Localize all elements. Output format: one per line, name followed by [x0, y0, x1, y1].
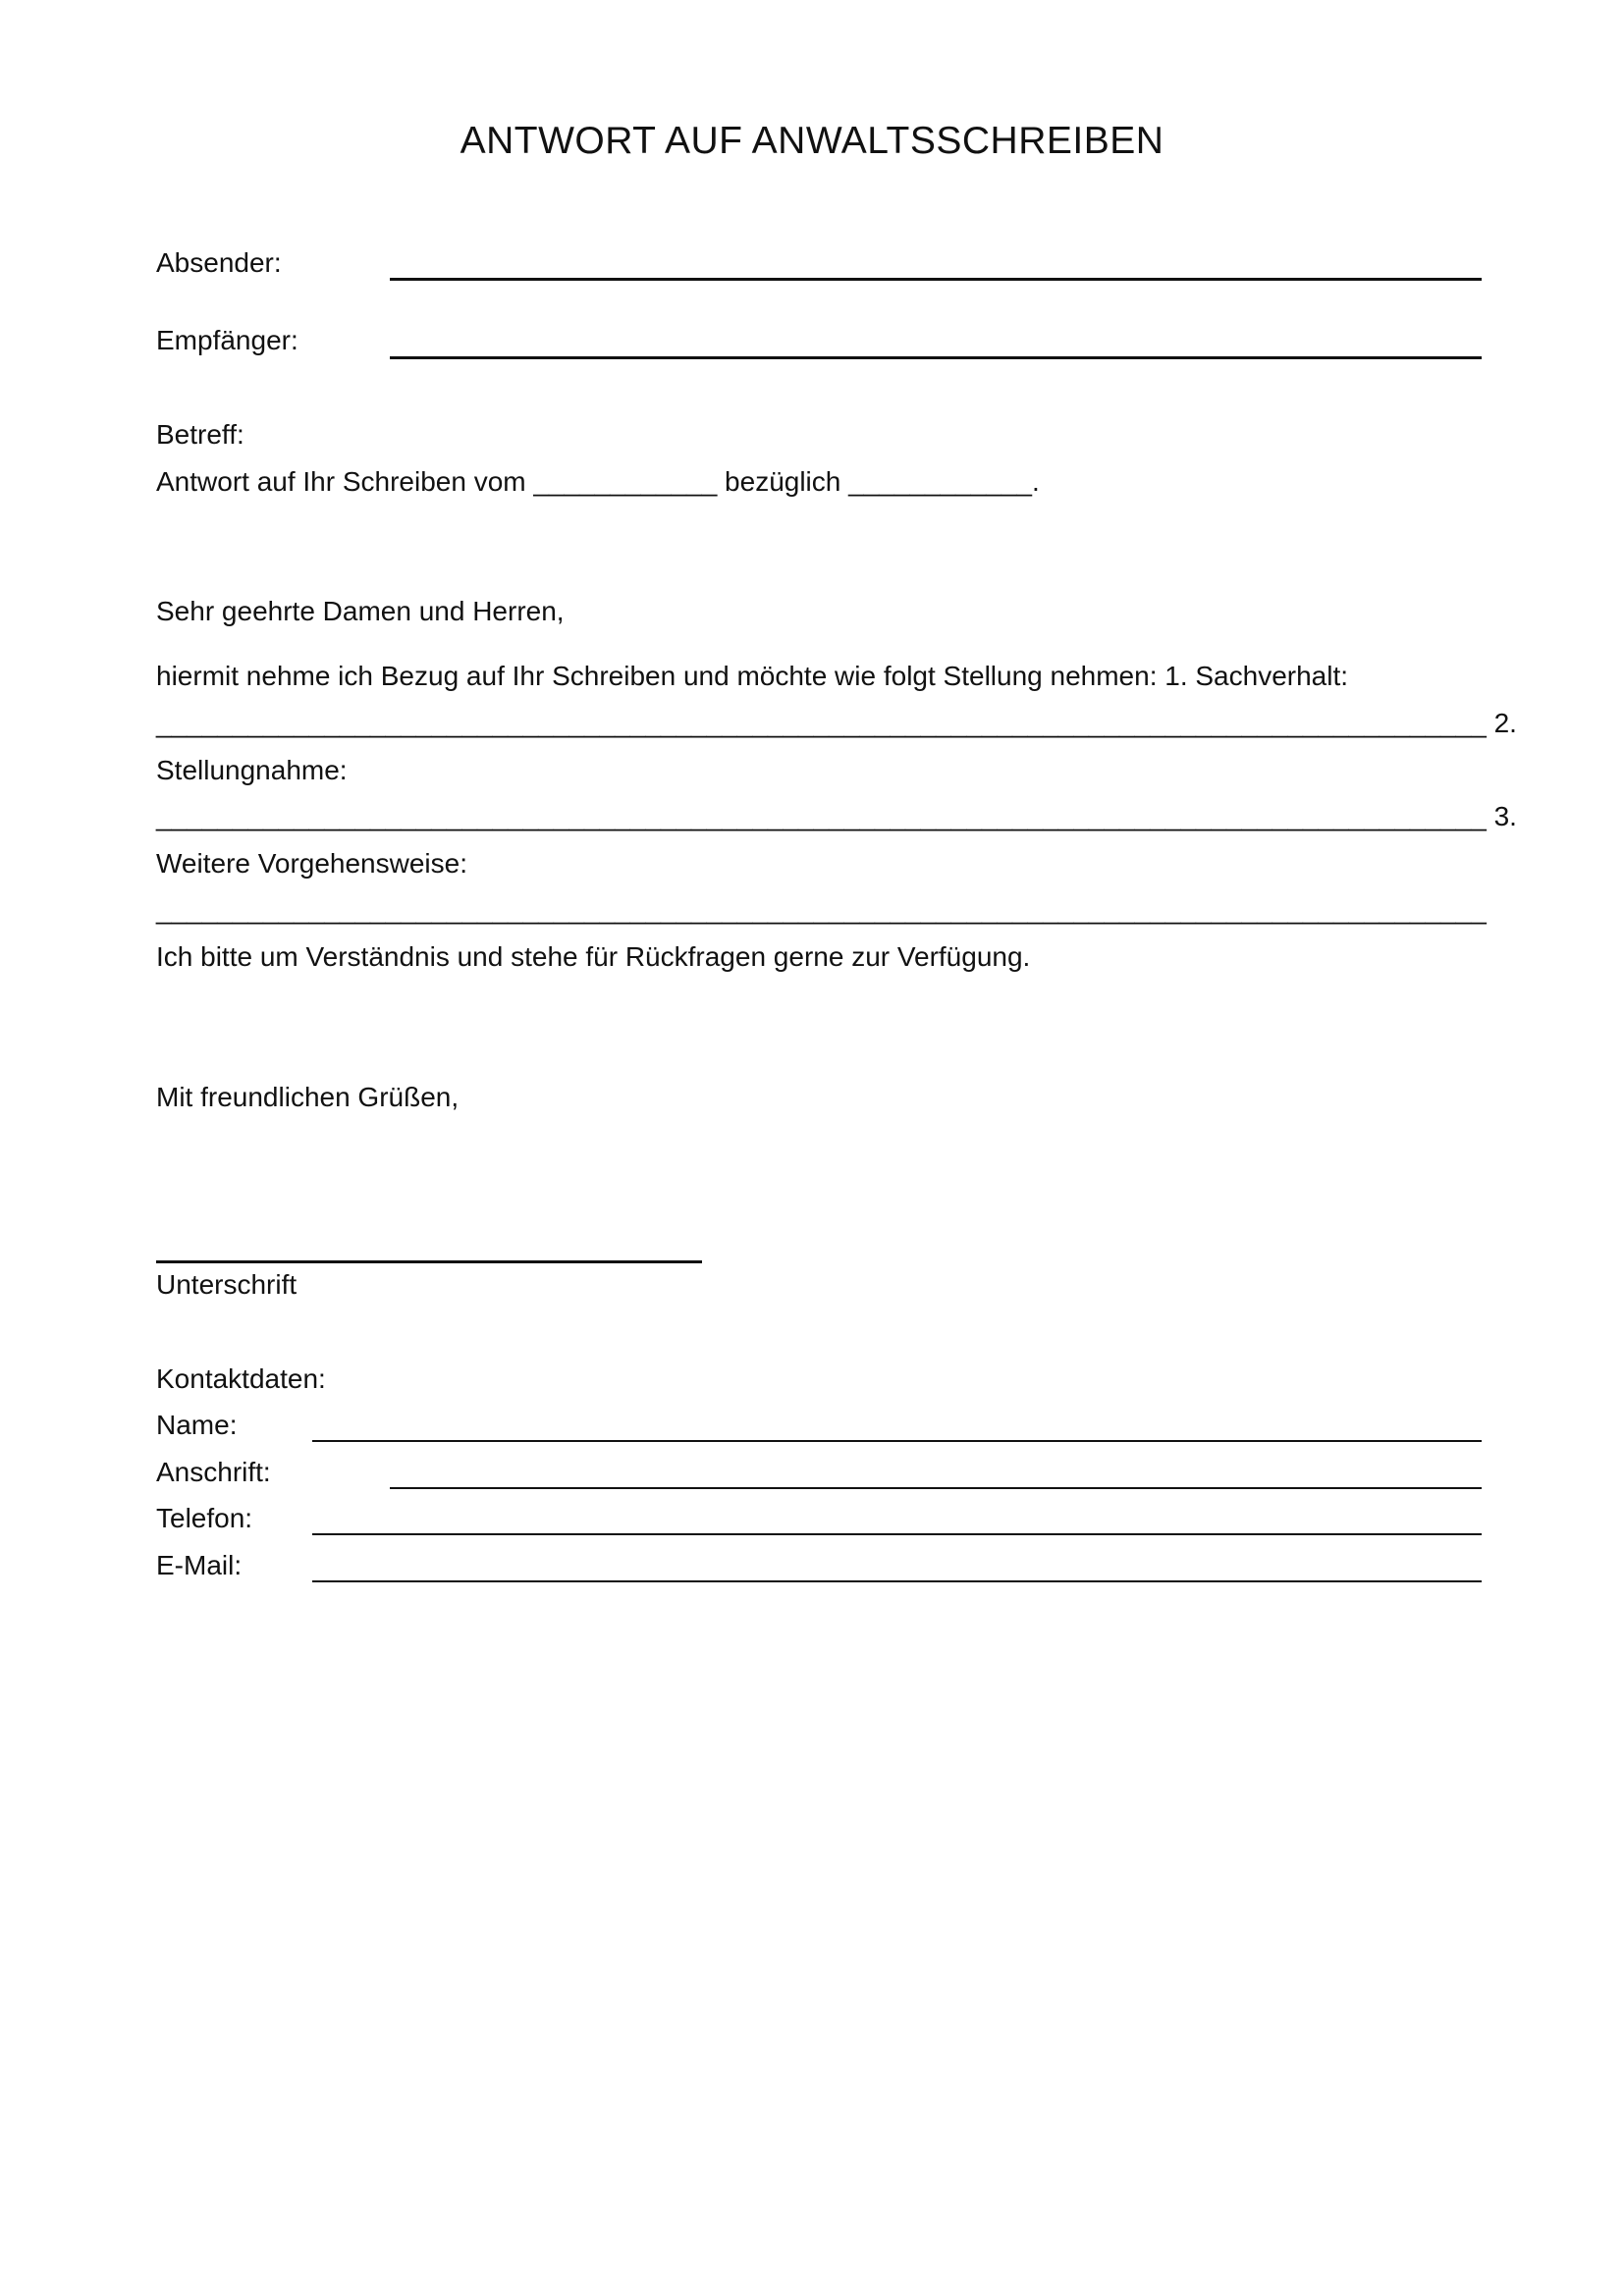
- contact-address-line[interactable]: [390, 1487, 1482, 1489]
- intro-text: hiermit nehme ich Bezug auf Ihr Schreiben und möchte wie folgt Stellung nehmen: 1. Sachverhalt:: [156, 661, 1349, 691]
- signature-line[interactable]: [156, 1260, 702, 1263]
- sender-label: Absender:: [156, 247, 282, 278]
- recipient-label: Empfänger:: [156, 325, 298, 355]
- signature-label: Unterschrift: [156, 1269, 298, 1300]
- contact-name-label: Name:: [156, 1410, 238, 1440]
- contact-email-line[interactable]: [312, 1580, 1482, 1582]
- blank-line-2: _______________________________________________________________________________________ 3.: [156, 801, 1517, 831]
- contact-address-label: Anschrift:: [156, 1457, 271, 1487]
- contact-phone-line[interactable]: [312, 1533, 1482, 1535]
- subject-label: Betreff:: [156, 419, 244, 450]
- blank-line-1: _______________________________________________________________________________________ 2.: [156, 708, 1517, 738]
- section-3-label: Weitere Vorgehensweise:: [156, 848, 467, 879]
- closing-sentence: Ich bitte um Verständnis und stehe für Rückfragen gerne zur Verfügung.: [156, 941, 1031, 972]
- valediction: Mit freundlichen Grüßen,: [156, 1082, 460, 1112]
- subject-line: Antwort auf Ihr Schreiben vom ____________ bezüglich ____________.: [156, 466, 1040, 497]
- contact-phone-label: Telefon:: [156, 1503, 253, 1533]
- sender-field-line[interactable]: [390, 278, 1482, 281]
- greeting: Sehr geehrte Damen und Herren,: [156, 596, 565, 626]
- recipient-field-line[interactable]: [390, 356, 1482, 359]
- blank-line-3: _______________________________________________________________________________________: [156, 894, 1487, 925]
- section-2-label: Stellungnahme:: [156, 755, 348, 785]
- contact-heading: Kontaktdaten:: [156, 1363, 326, 1394]
- contact-name-line[interactable]: [312, 1440, 1482, 1442]
- contact-email-label: E-Mail:: [156, 1550, 243, 1580]
- page-title: ANTWORT AUF ANWALTSSCHREIBEN: [460, 120, 1164, 162]
